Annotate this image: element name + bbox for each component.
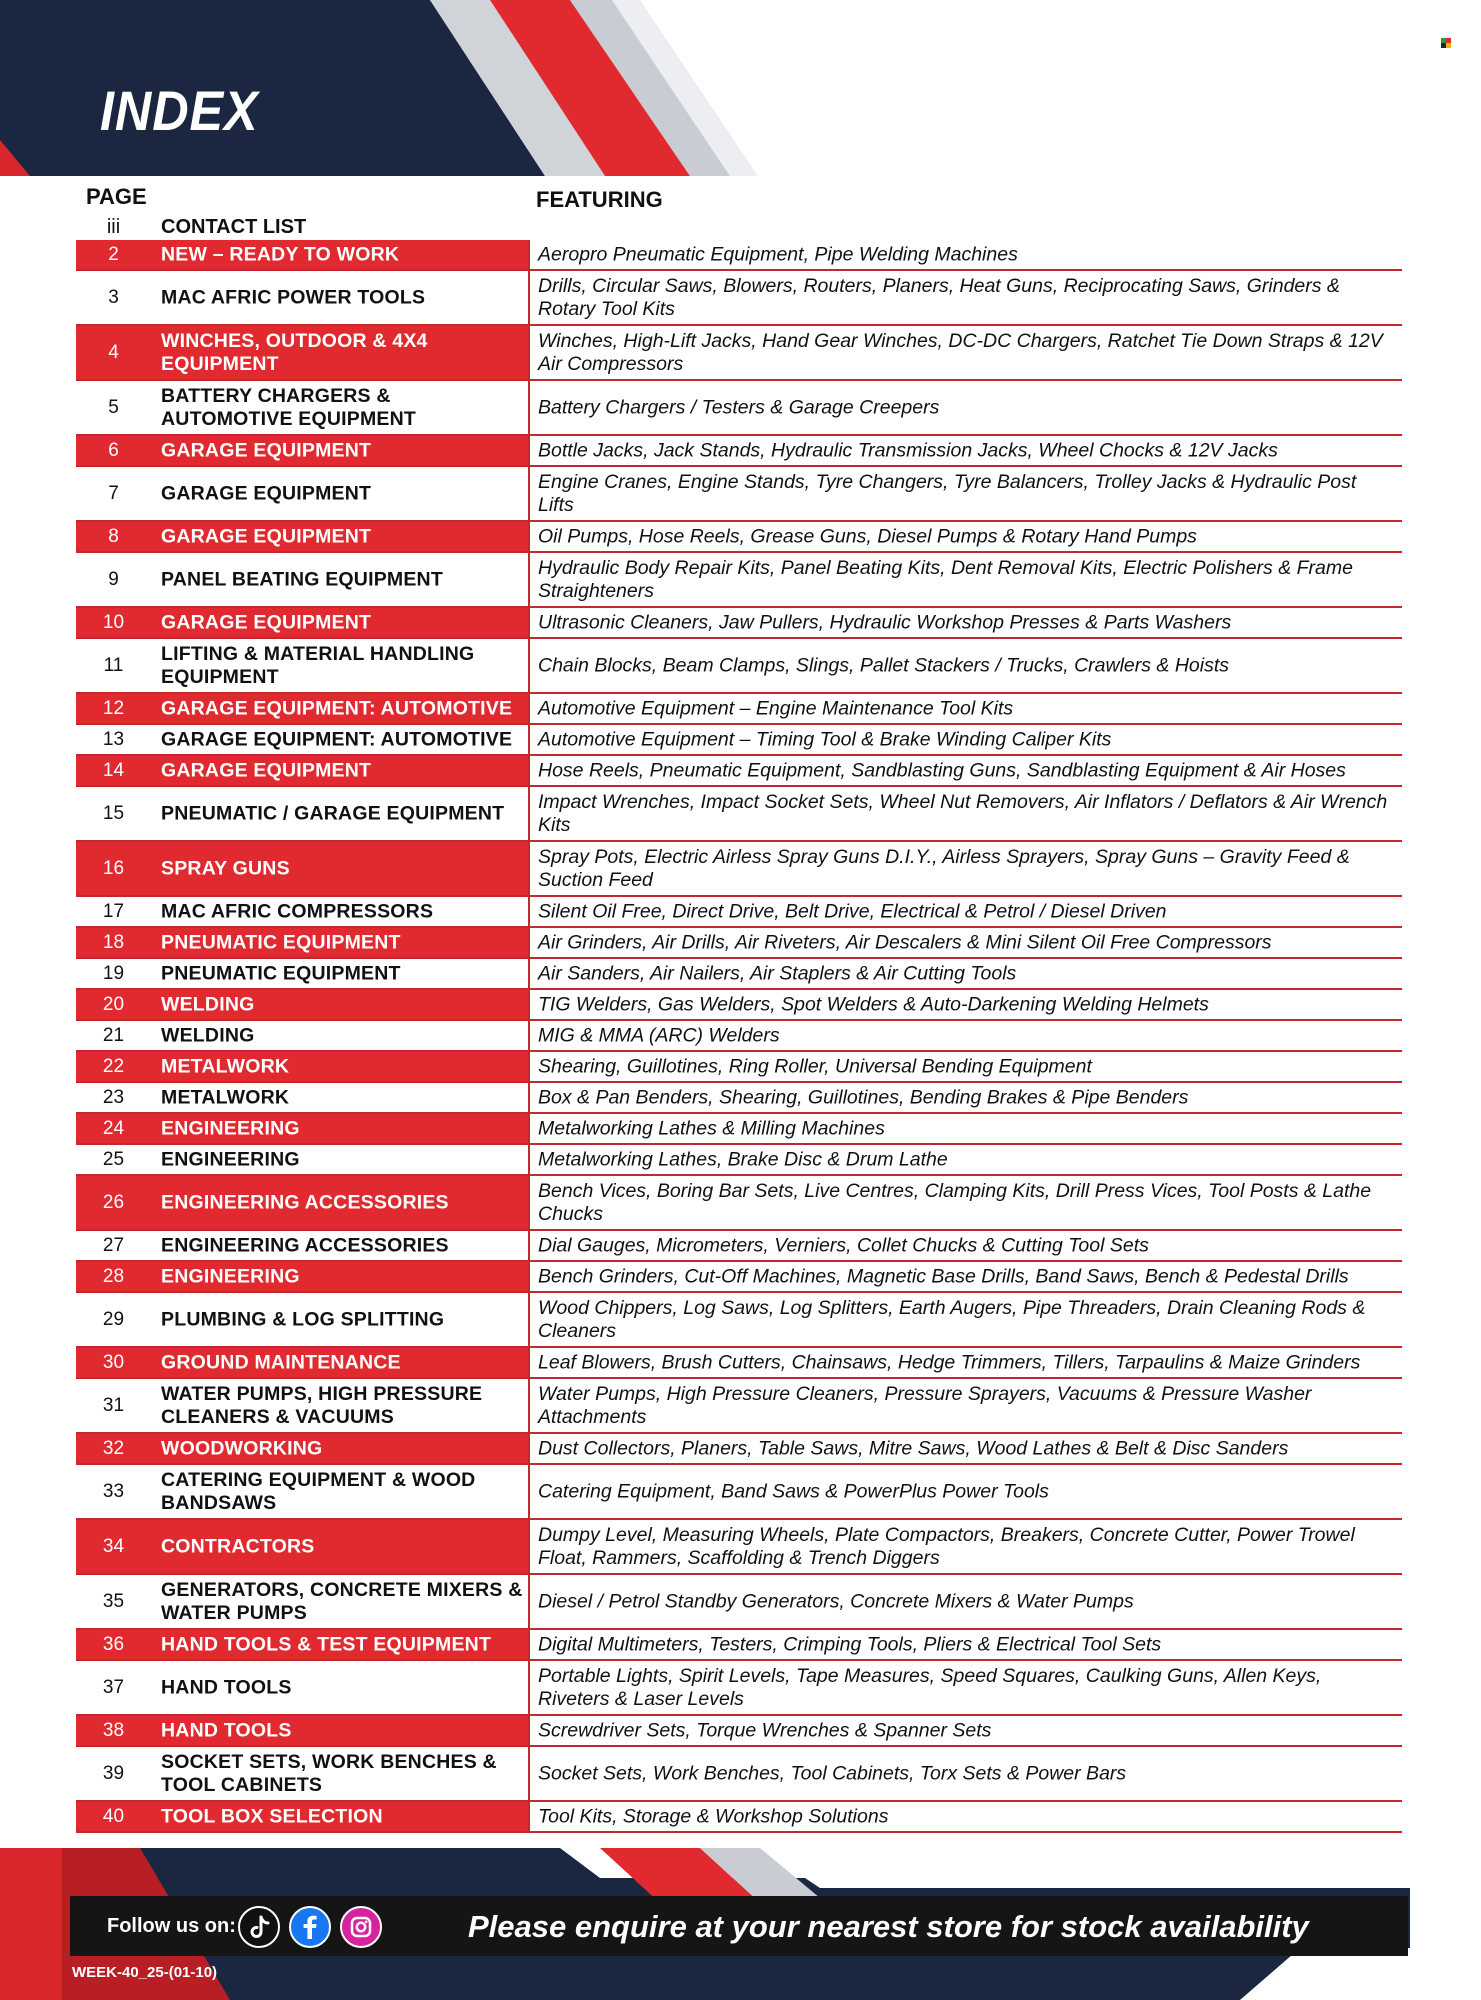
row-page-number: 10 (102, 611, 125, 633)
row-section-title: ENGINEERING (161, 1265, 300, 1287)
row-page-number: 8 (108, 525, 119, 547)
row-section-title: PLUMBING & LOG SPLITTING (161, 1308, 445, 1330)
row-page-number: 5 (108, 396, 119, 418)
row-divider (528, 436, 530, 465)
row-section-title: GROUND MAINTENANCE (161, 1351, 401, 1373)
row-section-title: PNEUMATIC EQUIPMENT (161, 962, 401, 984)
row-section-title: PNEUMATIC EQUIPMENT (161, 931, 401, 953)
row-divider (528, 1434, 530, 1463)
row-page-number: 20 (102, 993, 125, 1015)
row-featuring: Wood Chippers, Log Saws, Log Splitters, Earth Augers, Pipe Threaders, Drain Cleaning Rods & Cleaners (538, 1296, 1366, 1342)
row-page-number: 9 (108, 568, 119, 590)
row-divider (528, 1379, 530, 1432)
table-row (76, 1575, 1402, 1630)
row-page-number: 37 (102, 1676, 125, 1698)
row-featuring: Ultrasonic Cleaners, Jaw Pullers, Hydraulic Workshop Presses & Parts Washers (538, 611, 1232, 633)
row-section-title: CATERING EQUIPMENT & WOOD BANDSAWS (161, 1468, 476, 1514)
row-divider (528, 1716, 530, 1745)
row-section-title: CONTRACTORS (161, 1535, 315, 1557)
row-section-title: WATER PUMPS, HIGH PRESSURE CLEANERS & VACUUMS (161, 1382, 483, 1428)
row-divider (528, 787, 530, 840)
table-row (76, 639, 1402, 694)
row-featuring: Aeropro Pneumatic Equipment, Pipe Welding Machines (538, 243, 1018, 265)
row-page-number: 29 (102, 1308, 125, 1330)
row-page-number: 24 (102, 1117, 125, 1139)
row-featuring: Battery Chargers / Testers & Garage Creepers (538, 396, 940, 418)
table-row (76, 897, 1402, 928)
tiktok-icon[interactable] (238, 1906, 280, 1948)
row-page-number: 34 (102, 1535, 125, 1557)
row-divider (528, 381, 530, 434)
row-featuring: Winches, High-Lift Jacks, Hand Gear Winches, DC-DC Chargers, Ratchet Tie Down Straps & 12V Air Compressors (538, 329, 1383, 375)
row-featuring: Screwdriver Sets, Torque Wrenches & Spanner Sets (538, 1719, 992, 1741)
row-divider (528, 553, 530, 606)
row-featuring: Hydraulic Body Repair Kits, Panel Beating Kits, Dent Removal Kits, Electric Polishers & Frame Straighteners (538, 556, 1353, 602)
row-section-title: ENGINEERING ACCESSORIES (161, 1191, 449, 1213)
table-row (76, 694, 1402, 725)
row-divider (528, 725, 530, 754)
row-page-number: 19 (102, 962, 125, 984)
row-featuring: Diesel / Petrol Standby Generators, Concrete Mixers & Water Pumps (538, 1590, 1134, 1612)
table-row (76, 1348, 1402, 1379)
table-row (76, 326, 1402, 381)
row-page-number: 3 (108, 286, 119, 308)
table-row (76, 756, 1402, 787)
table-row (76, 436, 1402, 467)
row-section-title: GARAGE EQUIPMENT (161, 525, 372, 547)
row-divider (528, 1145, 530, 1174)
row-section-title: GARAGE EQUIPMENT (161, 759, 372, 781)
row-section-title: PNEUMATIC / GARAGE EQUIPMENT (161, 802, 505, 824)
row-section-title: GARAGE EQUIPMENT (161, 482, 372, 504)
table-row (76, 1083, 1402, 1114)
column-header-featuring: FEATURING (536, 187, 663, 212)
row-page-number: 6 (108, 439, 119, 461)
row-featuring: Bench Grinders, Cut-Off Machines, Magnetic Base Drills, Band Saws, Bench & Pedestal Drills (538, 1265, 1349, 1287)
row-divider (528, 1465, 530, 1518)
row-featuring: Impact Wrenches, Impact Socket Sets, Wheel Nut Removers, Air Inflators / Deflators & Air Wrench Kits (538, 790, 1388, 836)
table-row (76, 553, 1402, 608)
row-page-number: 7 (108, 482, 119, 504)
row-page-number: 40 (102, 1805, 125, 1827)
row-divider (528, 990, 530, 1019)
contact-section: CONTACT LIST (161, 216, 307, 238)
row-section-title: WELDING (161, 993, 255, 1015)
table-row (76, 1114, 1402, 1145)
row-featuring: Air Sanders, Air Nailers, Air Staplers & Air Cutting Tools (538, 962, 1017, 984)
table-row (76, 1262, 1402, 1293)
row-featuring: Automotive Equipment – Engine Maintenance Tool Kits (538, 697, 1014, 719)
row-section-title: GENERATORS, CONCRETE MIXERS & WATER PUMPS (161, 1578, 523, 1624)
row-page-number: 14 (102, 759, 125, 781)
row-featuring: Tool Kits, Storage & Workshop Solutions (538, 1805, 889, 1827)
row-section-title: SOCKET SETS, WORK BENCHES & TOOL CABINETS (161, 1750, 497, 1796)
row-featuring: MIG & MMA (ARC) Welders (538, 1024, 780, 1046)
row-divider (528, 1114, 530, 1143)
row-featuring: Shearing, Guillotines, Ring Roller, Universal Bending Equipment (538, 1055, 1092, 1077)
row-divider (528, 271, 530, 324)
row-page-number: 25 (102, 1148, 125, 1170)
row-divider (528, 240, 530, 269)
row-section-title: METALWORK (161, 1055, 290, 1077)
row-section-title: WINCHES, OUTDOOR & 4X4 EQUIPMENT (161, 329, 428, 375)
row-section-title: SPRAY GUNS (161, 857, 290, 879)
row-divider (528, 1021, 530, 1050)
facebook-icon[interactable] (289, 1906, 331, 1948)
row-page-number: 15 (102, 802, 125, 824)
row-section-title: TOOL BOX SELECTION (161, 1805, 383, 1827)
row-divider (528, 694, 530, 723)
table-row (76, 1052, 1402, 1083)
row-page-number: 33 (102, 1480, 125, 1502)
row-section-title: GARAGE EQUIPMENT: AUTOMOTIVE (161, 728, 513, 750)
row-page-number: 26 (102, 1191, 125, 1213)
table-row (76, 271, 1402, 326)
row-featuring: Silent Oil Free, Direct Drive, Belt Drive, Electrical & Petrol / Diesel Driven (538, 900, 1167, 922)
row-divider (528, 522, 530, 551)
table-row (76, 1630, 1402, 1661)
row-divider (528, 1520, 530, 1573)
row-page-number: 13 (102, 728, 125, 750)
row-section-title: HAND TOOLS (161, 1719, 292, 1741)
row-section-title: LIFTING & MATERIAL HANDLING EQUIPMENT (161, 642, 475, 688)
row-featuring: Bottle Jacks, Jack Stands, Hydraulic Transmission Jacks, Wheel Chocks & 12V Jacks (538, 439, 1278, 461)
row-divider (528, 897, 530, 926)
page-title: INDEX (100, 79, 259, 142)
row-divider (528, 1661, 530, 1714)
row-section-title: ENGINEERING (161, 1148, 300, 1170)
row-section-title: ENGINEERING ACCESSORIES (161, 1234, 449, 1256)
row-page-number: 18 (102, 931, 125, 953)
table-row (76, 787, 1402, 842)
row-divider (528, 928, 530, 957)
row-page-number: 17 (102, 900, 125, 922)
row-page-number: 36 (102, 1633, 125, 1655)
row-featuring: Metalworking Lathes & Milling Machines (538, 1117, 885, 1139)
row-page-number: 21 (102, 1024, 125, 1046)
row-page-number: 12 (102, 697, 125, 719)
row-section-title: ENGINEERING (161, 1117, 300, 1139)
row-featuring: Leaf Blowers, Brush Cutters, Chainsaws, Hedge Trimmers, Tillers, Tarpaulins & Maize Grinders (538, 1351, 1361, 1373)
row-page-number: 11 (103, 654, 124, 676)
row-divider (528, 1747, 530, 1800)
row-featuring: Automotive Equipment – Timing Tool & Brake Winding Caliper Kits (538, 728, 1112, 750)
table-row (76, 1293, 1402, 1348)
row-featuring: Socket Sets, Work Benches, Tool Cabinets, Torx Sets & Power Bars (538, 1762, 1127, 1784)
corner-logo-icon (1441, 38, 1451, 48)
row-featuring: Portable Lights, Spirit Levels, Tape Measures, Speed Squares, Caulking Guns, Allen Keys, Riveters & Laser Levels (538, 1664, 1322, 1710)
row-featuring: Drills, Circular Saws, Blowers, Routers, Planers, Heat Guns, Reciprocating Saws, Grinders & Rotary Tool Kits (538, 274, 1340, 320)
row-divider (528, 1176, 530, 1229)
table-row (76, 1716, 1402, 1747)
row-page-number: 27 (102, 1234, 125, 1256)
row-divider (528, 1802, 530, 1831)
row-page-number: 16 (102, 857, 125, 879)
row-featuring: Air Grinders, Air Drills, Air Riveters, Air Descalers & Mini Silent Oil Free Compressors (538, 931, 1272, 953)
row-divider (528, 1083, 530, 1112)
table-row (76, 1465, 1402, 1520)
row-section-title: HAND TOOLS (161, 1676, 292, 1698)
table-row (76, 842, 1402, 897)
row-featuring: TIG Welders, Gas Welders, Spot Welders & Auto-Darkening Welding Helmets (538, 993, 1209, 1015)
follow-us-label: Follow us on: (107, 1915, 236, 1937)
row-divider (528, 842, 530, 895)
row-divider (528, 326, 530, 379)
row-section-title: MAC AFRIC COMPRESSORS (161, 900, 434, 922)
table-row (76, 608, 1402, 639)
stock-availability-message: Please enquire at your nearest store for stock availability (468, 1909, 1309, 1944)
row-section-title: PANEL BEATING EQUIPMENT (161, 568, 443, 590)
table-row (76, 240, 1402, 271)
table-row (76, 522, 1402, 553)
row-section-title: BATTERY CHARGERS & AUTOMOTIVE EQUIPMENT (161, 384, 416, 430)
index-table (76, 240, 1402, 1833)
row-divider (528, 1293, 530, 1346)
row-section-title: WOODWORKING (161, 1437, 323, 1459)
table-row (76, 1231, 1402, 1262)
row-section-title: NEW – READY TO WORK (161, 243, 400, 265)
table-row (76, 1145, 1402, 1176)
row-section-title: WELDING (161, 1024, 255, 1046)
table-row (76, 1661, 1402, 1716)
row-section-title: GARAGE EQUIPMENT (161, 439, 372, 461)
table-row (76, 1520, 1402, 1575)
row-page-number: 31 (102, 1394, 125, 1416)
row-page-number: 23 (102, 1086, 125, 1108)
week-code: WEEK-40_25-(01-10) (72, 1964, 218, 1981)
row-section-title: HAND TOOLS & TEST EQUIPMENT (161, 1633, 492, 1655)
row-section-title: MAC AFRIC POWER TOOLS (161, 286, 426, 308)
row-divider (528, 1231, 530, 1260)
table-row (76, 1379, 1402, 1434)
row-divider (528, 639, 530, 692)
row-page-number: 35 (102, 1590, 125, 1612)
row-page-number: 38 (102, 1719, 125, 1741)
row-page-number: 28 (102, 1265, 125, 1287)
row-divider (528, 467, 530, 520)
row-featuring: Box & Pan Benders, Shearing, Guillotines, Bending Brakes & Pipe Benders (538, 1086, 1189, 1108)
row-featuring: Dial Gauges, Micrometers, Verniers, Collet Chucks & Cutting Tool Sets (538, 1234, 1149, 1256)
row-featuring: Catering Equipment, Band Saws & PowerPlus Power Tools (538, 1480, 1049, 1502)
table-row (76, 725, 1402, 756)
row-featuring: Chain Blocks, Beam Clamps, Slings, Pallet Stackers / Trucks, Crawlers & Hoists (538, 654, 1230, 676)
row-divider (528, 1348, 530, 1377)
table-row (76, 1434, 1402, 1465)
column-header-page: PAGE (86, 184, 147, 209)
table-row (76, 1021, 1402, 1052)
row-page-number: 2 (108, 243, 119, 265)
contact-list-row (76, 214, 1402, 242)
row-page-number: 22 (102, 1055, 125, 1077)
row-featuring: Digital Multimeters, Testers, Crimping Tools, Pliers & Electrical Tool Sets (538, 1633, 1162, 1655)
row-divider (528, 756, 530, 785)
row-featuring: Engine Cranes, Engine Stands, Tyre Changers, Tyre Balancers, Trolley Jacks & Hydraulic Post Lifts (538, 470, 1357, 516)
row-page-number: 39 (102, 1762, 125, 1784)
row-divider (528, 1052, 530, 1081)
row-divider (528, 1630, 530, 1659)
row-featuring: Dust Collectors, Planers, Table Saws, Mitre Saws, Wood Lathes & Belt & Disc Sanders (538, 1437, 1289, 1459)
row-page-number: 4 (108, 341, 119, 363)
row-featuring: Hose Reels, Pneumatic Equipment, Sandblasting Guns, Sandblasting Equipment & Air Hoses (538, 759, 1346, 781)
table-row (76, 1747, 1402, 1802)
row-page-number: 30 (102, 1351, 125, 1373)
contact-page: iii (106, 216, 121, 238)
row-divider (528, 1262, 530, 1291)
row-featuring: Spray Pots, Electric Airless Spray Guns D.I.Y., Airless Sprayers, Spray Guns – Gravity Feed & Suction Feed (538, 845, 1350, 891)
row-featuring: Metalworking Lathes, Brake Disc & Drum Lathe (538, 1148, 948, 1170)
row-featuring: Oil Pumps, Hose Reels, Grease Guns, Diesel Pumps & Rotary Hand Pumps (538, 525, 1197, 547)
table-row (76, 990, 1402, 1021)
instagram-icon[interactable] (340, 1906, 382, 1948)
row-featuring: Dumpy Level, Measuring Wheels, Plate Compactors, Breakers, Concrete Cutter, Power Trowel Float, Rammers, Scaffolding & Trench Diggers (538, 1523, 1355, 1569)
row-divider (528, 1575, 530, 1628)
row-page-number: 32 (102, 1437, 125, 1459)
row-section-title: GARAGE EQUIPMENT: AUTOMOTIVE (161, 697, 513, 719)
row-featuring: Bench Vices, Boring Bar Sets, Live Centres, Clamping Kits, Drill Press Vices, Tool Posts & Lathe Chucks (538, 1179, 1372, 1225)
row-featuring: Water Pumps, High Pressure Cleaners, Pressure Sprayers, Vacuums & Pressure Washer Attachments (538, 1382, 1312, 1428)
header-band (0, 0, 1481, 176)
table-row (76, 381, 1402, 436)
row-section-title: METALWORK (161, 1086, 290, 1108)
table-row (76, 1802, 1402, 1833)
row-divider (528, 959, 530, 988)
row-section-title: GARAGE EQUIPMENT (161, 611, 372, 633)
table-row (76, 467, 1402, 522)
row-divider (528, 608, 530, 637)
table-row (76, 1176, 1402, 1231)
table-row (76, 928, 1402, 959)
table-row (76, 959, 1402, 990)
